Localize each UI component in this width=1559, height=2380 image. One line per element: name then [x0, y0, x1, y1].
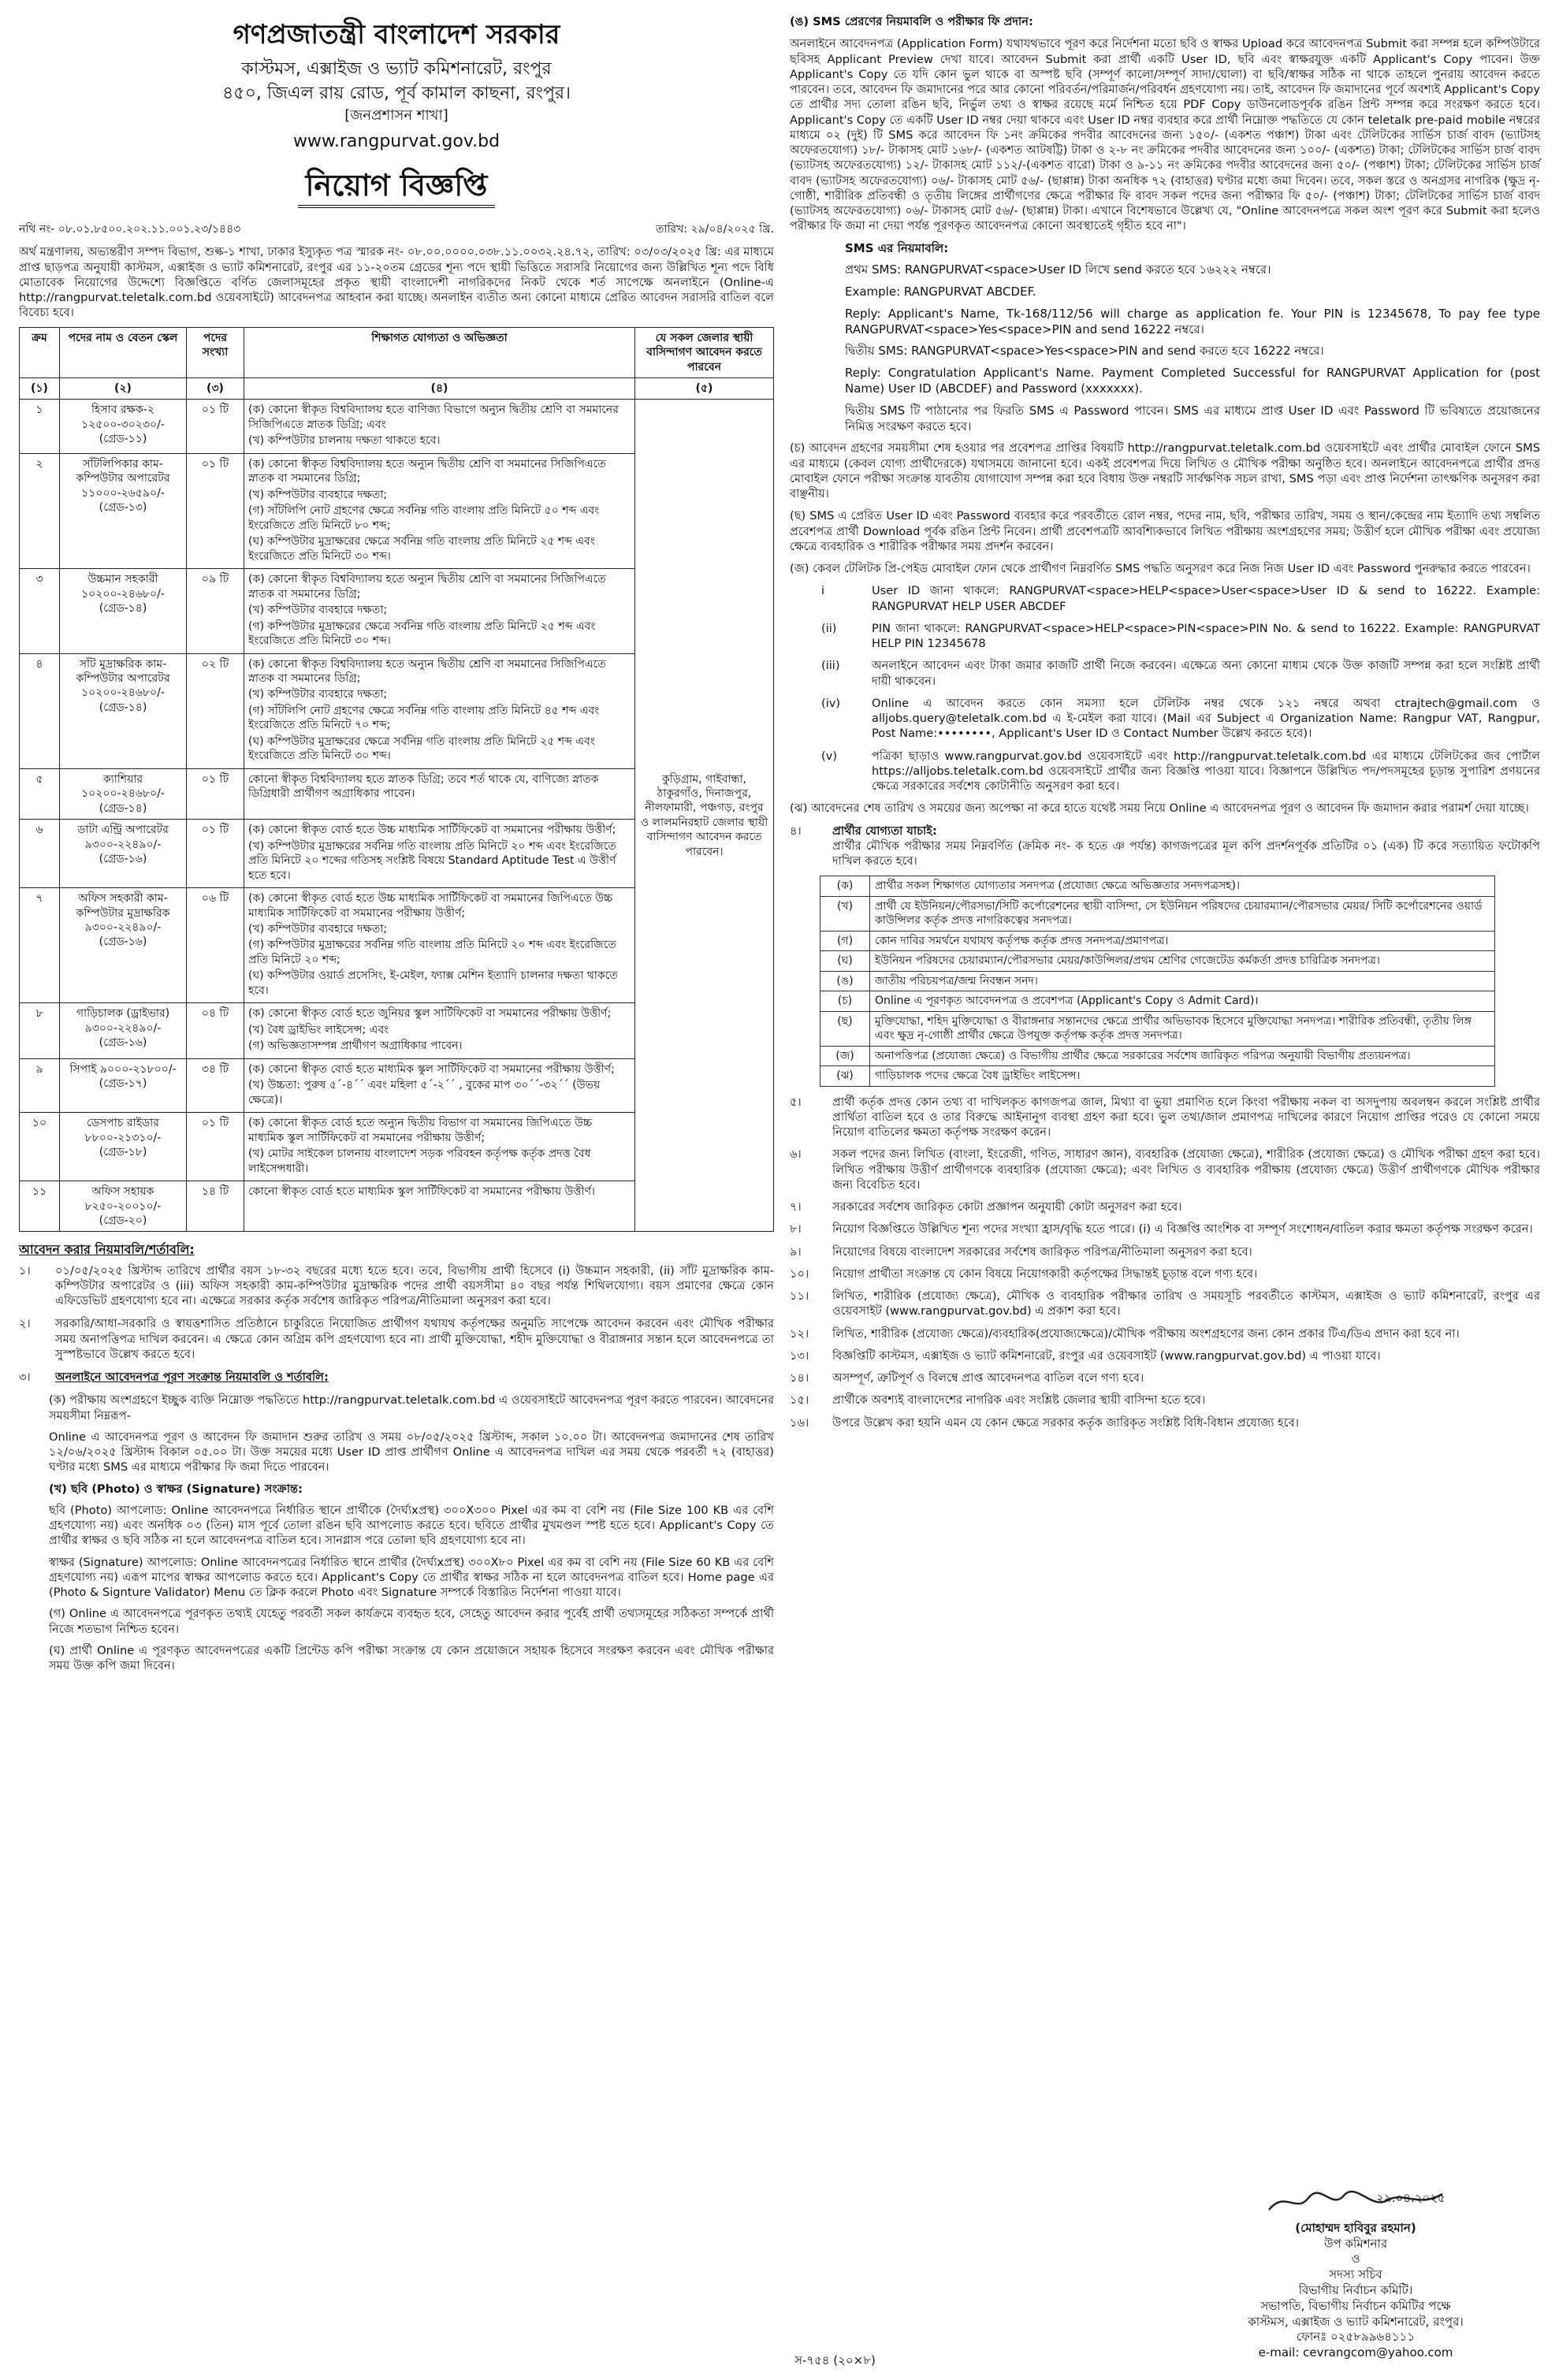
qualification-line: (ক) কোনো স্বীকৃত বোর্ড হতে জুনিয়র স্কুল সার্টিফিকেট বা সমমানের পরীক্ষায় উত্তীর্ণ; [248, 1007, 612, 1021]
item-number: ৭। [790, 1200, 802, 1214]
sms1-reply: Reply: Applicant's Name, Tk-168/112/56 will charge as application fe. Your PIN is 12345678, To pay fee type RANGPURVAT<space>Yes<space>PIN and send 16222 নম্বরে। [845, 306, 1540, 337]
item-text: বিজ্ঞপ্তিটি কাস্টমস, এক্সাইজ ও ভ্যাট কমিশনারেট, রংপুর এর ওয়েবসাইট (www.rangpurvat.gov.bd) এ পাওয়া যাবে। [832, 1348, 1381, 1363]
table-cell: (চ) [820, 991, 870, 1011]
conditions-list [790, 1095, 1540, 1430]
qualification-line: (খ) কম্পিউটার ব্যবহারে দক্ষতা; [248, 923, 388, 935]
qualification-cell [244, 768, 635, 819]
table-row [820, 1046, 1495, 1065]
list-item [821, 621, 1540, 652]
table-cell: (খ) [820, 896, 870, 931]
online-rules [19, 1393, 774, 1673]
left-column [19, 14, 774, 1679]
table-row [820, 951, 1495, 971]
item-number: ১০। [790, 1266, 809, 1281]
table-cell: সিপাই ৯০০০-২১৮০০/- (গ্রেড-১৭) [60, 1058, 187, 1112]
list-item [821, 696, 1540, 742]
qualification-line: (গ) সাঁটলিপি নোট গ্রহণের ক্ষেত্রে সর্বনিম্ন গতি বাংলায় প্রতি মিনিটে ৪৫ শব্দ এবং ইংরেজিতে প্রতি মিনিটে ৭০ শব্দ; [248, 704, 600, 732]
item-text: সরকারি/আধা-সরকারি ও স্বায়ত্তশাসিত প্রতিষ্ঠানে চাকুরিতে নিয়োজিত প্রার্থীগণ যথাযথ কর্তৃপক্ষের অনুমতি সাপেক্ষে আবেদন করবেন এবং মৌখিক পরীক্ষার সময় অনাপত্তিপত্র দাখিল করবেন। এ ক্ষেত্রে কোন অগ্রিম কপি গ্রহণযোগ্য হবে না। প্রার্থী মুক্তিযোদ্ধা, শহীদ মুক্তিযোদ্ধা ও বীরাঙ্গনার সন্তান হলে আবেদনপত্রে তা সুস্পষ্টভাবে উল্লেখ করতে হবে। [55, 1317, 774, 1361]
sms-heading: (ঙ) SMS প্রেরণের নিয়মাবলি ও পরীক্ষার ফি প্রদান: [790, 15, 1033, 28]
qualification-line: (খ) উচ্চতা: পুরুষ ৫´-৪´´ এবং মহিলা ৫´-২´´ , বুকের মাপ ৩০´´-৩২´´ (উভয় ক্ষেত্রে)। [248, 1079, 601, 1106]
right-column [790, 14, 1540, 1437]
item-text [832, 824, 1540, 869]
rules-list [19, 1263, 774, 1385]
item-number: ১। [19, 1263, 31, 1277]
table-cell: ৩৪ টি [187, 1058, 244, 1112]
memo-line [19, 222, 774, 236]
table-cell: (গ) [820, 931, 870, 950]
footer-code: স-৭৫৪ (২০×৮) [794, 2353, 876, 2367]
item-text: লিখিত, শারীরিক (প্রযোজ্য ক্ষেত্রে), মৌখিক ও ব্যবহারিক পরীক্ষার তারিখ ও সময়সূচি পরবর্তীতে কাস্টমস, এক্সাইজ ও ভ্যাট কমিশনারেট, রংপুর এর ওয়েবসাইট (www.rangpurvat.gov.bd) এ প্রকাশ করা হবে। [832, 1289, 1540, 1318]
signer-member: সদস্য সচিব [1329, 2267, 1382, 2282]
memo-date: তারিখ: ২৯/০৪/২০২৫ খ্রি. [655, 222, 774, 236]
qualification-line: (খ) মোটর সাইকেল চালনায় বাংলাদেশ সড়ক পরিবহন কর্তৃপক্ষ কর্তৃক প্রদত্ত বৈধ লাইসেন্সধারী। [248, 1147, 591, 1175]
table-cell: (ছ) [820, 1011, 870, 1046]
sms2-reply: Reply: Congratulation Applicant's Name. Payment Completed Successful for RANGPURVAT Application for (post Name) User ID (ABCDEF) and Password (xxxxxxx). [845, 366, 1540, 396]
branch-name: [জনপ্রশাসন শাখা] [344, 106, 448, 124]
item-number: ১২। [790, 1326, 809, 1341]
item-number: ৩। [19, 1370, 31, 1385]
item-text: সরকারের সর্বশেষ জারিকৃত কোটা প্রজ্ঞাপন অনুযায়ী কোটা অনুসরণ করা হবে। [832, 1200, 1182, 1214]
list-item [790, 1266, 1540, 1281]
memo-number: নথি নং- ০৮.০১.৮৫০০.২০২.১১.০০১.২৩/১৪৪৩ [19, 222, 241, 236]
list-item [790, 1370, 1540, 1385]
table-cell: প্রার্থীর সকল শিক্ষাগত যোগ্যতার সনদপত্র (প্রযোজ্য ক্ষেত্রে অভিজ্ঞতার সনদপত্রসহ)। [870, 876, 1495, 896]
website-link: www.rangpurvat.gov.bd [292, 131, 500, 151]
table-cell: ৫ [20, 768, 60, 819]
item-text: অনলাইনে আবেদন এবং টাকা জমার কাজটি প্রার্থী নিজে করবেন। এক্ষেত্রে অন্য কোনো মাধ্যম থেকে উক্ত কাজটি সম্পন্ন করা হলে সংশ্লিষ্ট প্রার্থী দায়ী থাকবেন। [872, 659, 1540, 688]
qualification-line: (ক) কোনো স্বীকৃত বোর্ড হতে মাধ্যমিক স্কুল সার্টিফিকেট বা সমমানের পরীক্ষায় উত্তীর্ণ; [248, 1062, 615, 1076]
online-rule: ছবি (Photo) আপলোড: Online আবেদনপত্রে নির্ধারিত স্থানে প্রার্থীকে (দৈর্ঘ্যxপ্রস্থ) ৩০০X৩০০ Pixel এর কম বা বেশি নয় (File Size 100 KB এর বেশি গ্রহণযোগ্য নয়) এবং অনধিক ০৩ (তিন) মাস পূর্বে তোলা রঙিন ছবি আপলোড করতে হবে। ছবিতে প্রার্থীর মুখমণ্ডল স্পষ্ট হতে হবে। Applicant's Copy তে প্রার্থীর স্বাক্ষর ও ছবি সঠিক না হলে আবেদনপত্র বাতিল হবে। সানগ্লাস পরে তোলা ছবি গ্রহণযোগ্য হবে না। [49, 1503, 774, 1548]
item-text: লিখিত, শারীরিক (প্রযোজ্য ক্ষেত্রে)/ব্যবহারিক(প্রযোজ্যক্ষেত্রে)/মৌখিক পরীক্ষায় অংশগ্রহণের জন্য কোন প্রকার টিএ/ডিএ প্রদান করা হবে না। [832, 1326, 1460, 1341]
qualification-line: (খ) কম্পিউটার মুদ্রাক্ষরের সর্বনিম্ন গতি বাংলায় প্রতি মিনিটে ২০ শব্দ এবং ইংরেজিতে প্রতি মিনিটে ২০ শব্দের গতিসহ সংশ্লিষ্ট বিষয়ে Standard Aptitude Test এ উত্তীর্ণ হতে হবে। [248, 839, 616, 882]
list-item [790, 1222, 1540, 1236]
list-item [821, 658, 1540, 689]
list-item [821, 749, 1540, 794]
table-cell: ০২ টি [187, 653, 244, 768]
qualification-cell [244, 569, 635, 653]
item-text: নিয়োগের বিষয়ে বাংলাদেশ সরকারের সর্বশেষ জারিকৃত পরিপত্র/নীতিমালা অনুসরণ করা হবে। [832, 1244, 1252, 1259]
qualification-cell [244, 820, 635, 888]
govt-name: গণপ্রজাতন্ত্রী বাংলাদেশ সরকার [233, 19, 560, 50]
item-number: (ii) [821, 621, 837, 635]
item-number: ৮। [790, 1222, 802, 1236]
table-cell: ০১ টি [187, 768, 244, 819]
table-row [820, 1011, 1495, 1046]
col-num: (৩) [187, 378, 244, 400]
qualification-line: (ক) কোনো স্বীকৃত বোর্ড হতে অন্যুন দ্বিতীয় বিভাগ বা সমমানের জিপিএতে উচ্চ মাধ্যমিক স্কুল সার্টিফিকেট বা সমমানের পরীক্ষায় উত্তীর্ণ; [248, 1117, 593, 1144]
table-cell: গাড়িচালক (ড্রাইভার) ৯৩০০-২২৪৯০/- (গ্রেড-১৬) [60, 1003, 187, 1058]
page-title: নিয়োগ বিজ্ঞপ্তি [298, 165, 496, 208]
rule-chh: (ছ) SMS এ প্রেরিত User ID এবং Password ব্যবহার করে পরবর্তীতে রোল নম্বর, পদের নাম, ছবি, পরীক্ষার তারিখ, সময় ও স্থান/কেন্দ্রের নাম ইত্যাদি তথ্য সম্বলিত প্রবেশপত্র প্রার্থী Download পূর্বক রঙিন প্রিন্ট নিবেন। প্রার্থী প্রবেশপত্রটি আবশ্যিকভাবে লিখিত পরীক্ষায় অংশগ্রহণের সময়; উত্তীর্ণ হলে মৌখিক পরীক্ষা এবং প্রযোজ্য ক্ষেত্রে ব্যবহারিক ও শারীরিক পরীক্ষার সময় প্রদর্শন করবেন। [790, 509, 1540, 553]
col-num: (৪) [244, 378, 635, 400]
table-cell: ১ [20, 400, 60, 453]
qualification-line: (গ) কম্পিউটার মুদ্রাক্ষরের ক্ষেত্রে সর্বনিম্ন গতি বাংলায় প্রতি মিনিটে ২৫ শব্দ এবং ইংরেজিতে প্রতি মিনিটে ৩০ শব্দ। [248, 619, 596, 648]
col-serial: ক্রম [20, 327, 60, 377]
item-number: (iii) [821, 659, 840, 673]
item-text: Online এ আবেদন করতে কোন সমস্যা হলে টেলিটক নম্বর থেকে ১২১ নম্বরে অথবা ctrajtech@gmail.com ও alljobs.query@teletalk.com.bd এ ই-মেইল করা যাবে। (Mail এর Subject এ Organization Name: Rangpur VAT, Rangpur, Post Name:••••••••, Applicant's User ID ও Contact Number উল্লেখ করতে হবে)। [872, 696, 1540, 741]
qualification-line: (ক) কোনো স্বীকৃত বোর্ড হতে উচ্চ মাধ্যমিক সার্টিফিকেট বা সমমানের জিপিএতে উচ্চ মাধ্যমিক সার্টিফিকেট বা সমমানের পরীক্ষায় উত্তীর্ণ; [248, 892, 613, 920]
sms-label: SMS এর নিয়মাবলি: [845, 240, 949, 255]
qualification-line: (খ) বৈধ ড্রাইভিং লাইসেন্স; এবং [248, 1023, 389, 1036]
documents-table [820, 876, 1495, 1086]
col-num: (২) [60, 378, 187, 400]
item-text: প্রার্থীকে অবশ্যই বাংলাদেশের নাগরিক এবং সংশ্লিষ্ট জেলার স্থায়ী বাসিন্দা হতে হবে। [832, 1393, 1206, 1408]
item-number: ৬। [790, 1147, 802, 1162]
col-qualification: শিক্ষাগত যোগ্যতা ও অভিজ্ঞতা [244, 327, 635, 377]
item-text: নিয়োগ প্রার্থীতা সংক্রান্ত যে কোন বিষয়ে নিয়োগকারী কর্তৃপক্ষের সিদ্ধান্তই চূড়ান্ত বলে গণ্য হবে। [832, 1266, 1258, 1281]
table-cell: (ঝ) [820, 1066, 870, 1086]
list-item [790, 1415, 1540, 1430]
districts-cell: কুড়িগ্রাম, গাইবান্ধা, ঠাকুরগাঁও, দিনাজপুর, নীলফামারী, পঞ্চগড়, রংপুর ও লালমনিরহাট জেলার স্থায়ী বাসিন্দাগণ আবেদন করতে পারবেন। [635, 400, 774, 1232]
item-text: নিয়োগ বিজ্ঞপ্তিতে উল্লিখিত শূন্য পদের সংখ্যা হ্রাস/বৃদ্ধি হতে পারে। (i) এ বিজ্ঞপ্তি আংশিক বা সম্পূর্ণ সংশোধন/বাতিল করার ক্ষমতা কর্তৃপক্ষ সংরক্ষণ করেন। [832, 1222, 1533, 1236]
table-cell: সাঁট মুদ্রাক্ষরিক কাম-কম্পিউটার অপারেটর ১০২০০-২৪৬৮০/- (গ্রেড-১৪) [60, 653, 187, 768]
online-rule: Online এ আবেদনপত্র পূরণ ও আবেদন ফি জমাদান শুরুর তারিখ ও সময় ০৮/০৫/২০২৫ খ্রিস্টাব্দ, সকাল ১০.০০ টা। আবেদনপত্র জমাদানের শেষ তারিখ ১২/০৬/২০২৫ খ্রিস্টাব্দ বিকাল ০৫.০০ টা। উক্ত সময়ের মধ্যে User ID প্রাপ্ত প্রার্থীগণ Online এ আবেদনপত্র দাখিল এর সময় থেকে পরবর্তী ৭২ (বাহাত্তর) ঘণ্টার মধ্যে SMS এর মাধ্যমে পরীক্ষার ফি জমা দিতে পারবেন। [49, 1430, 774, 1474]
list-item [790, 1199, 1540, 1214]
table-cell: (ঘ) [820, 951, 870, 971]
item-text: প্রার্থী কর্তৃক প্রদত্ত কোন তথ্য বা দাখিলকৃত কাগজপত্র জাল, মিথ্যা বা ভুয়া প্রমাণিত হলে কিংবা পরীক্ষায় নকল বা অসদুপায় অবলম্বন করলে সংশ্লিষ্ট প্রার্থীর প্রার্থিতা বাতিল হবে ও তার বিরুদ্ধে আইনানুগ ব্যবস্থা গ্রহণ করা হবে। ভুল তথ্য/জাল প্রমাণপত্র দাখিলের কারণে নিয়োগ প্রাপ্তির পরেও যে কোনো সময়ে নিয়োগ বাতিলের ক্ষমতা কর্তৃপক্ষ সংরক্ষণ করেন। [832, 1095, 1540, 1140]
table-cell: Online এ পূরণকৃত আবেদনপত্র ও প্রবেশপত্র (Applicant's Copy ও Admit Card)। [870, 991, 1495, 1011]
qualification-line: (খ) কম্পিউটার ব্যবহারে দক্ষতা; [248, 604, 388, 617]
table-row [820, 896, 1495, 931]
item-number: ৪। [790, 824, 802, 838]
table-cell: জাতীয় পরিচয়পত্র/জন্ম নিবন্ধন সনদ। [870, 971, 1495, 991]
qualification-line: কোনো স্বীকৃত বিশ্ববিদ্যালয় হতে স্নাতক ডিগ্রি; তবে শর্ত থাকে যে, বাণিজ্যে স্নাতক ডিগ্রিধারী প্রার্থীগণ অগ্রাধিকার পাবেন। [248, 772, 599, 801]
table-cell: ইউনিয়ন পরিষদের চেয়ারম্যান/পৌরসভার মেয়র/কাউন্সিলর/প্রথম শ্রেণির গেজেটেড কর্মকর্তা প্রদত্ত চারিত্রিক সনদপত্র। [870, 951, 1495, 971]
qualification-line: (খ) কম্পিউটার ব্যবহারে দক্ষতা; [248, 688, 388, 701]
table-row [820, 991, 1495, 1011]
list-item [821, 583, 1540, 614]
qualification-line: (ঘ) কম্পিউটার ওয়ার্ড প্রসেসিং, ই-মেইল, ফ্যাক্স মেশিন ইত্যাদি চালনার দক্ষতা থাকতে হবে। [248, 969, 618, 997]
qualification-cell [244, 400, 635, 453]
qualification-line: (খ) কম্পিউটার চালনায় দক্ষতা থাকতে হবে। [248, 434, 441, 448]
list-item [790, 1289, 1540, 1319]
table-cell: হিসাব রক্ষক-২ ১২৫০০-৩০২৩০/- (গ্রেড-১১) [60, 400, 187, 453]
table-header-row [20, 327, 774, 377]
qualification-cell [244, 1058, 635, 1112]
item-text: পত্রিকা ছাড়াও www.rangpurvat.gov.bd ওয়েবসাইটে এবং http://rangpurvat.teletalk.com.bd এর মাধ্যমে টেলিটকের জব পোর্টাল https://alljobs.teletalk.com.bd ওয়েবসাইটে প্রার্থীর জন্য বিজ্ঞপ্তি পাওয়া যাবে। বিজ্ঞাপনে উল্লিখিত পদ/পদসমূহের চূড়ান্ত সুপারিশ প্রণয়নের ক্ষেত্রে সরকারের সর্বশেষ কোটানীতি অনুসরণ করা হবে। [872, 749, 1540, 794]
item-text: PIN জানা থাকলে: RANGPURVAT<space>HELP<space>PIN<space>PIN No. & send to 16222. Example: RANGPURVAT HELP PIN 12345678 [872, 621, 1540, 651]
sign-date: ২৯.০৪.২০২৫ [1376, 2191, 1446, 2205]
online-rule: (ঘ) প্রার্থী Online এ পূরণকৃত আবেদনপত্রের একটি প্রিন্টেড কপি পরীক্ষা সংক্রান্ত যে কোন প্রয়োজনে সহায়ক হিসেবে সংরক্ষণ করবেন এবং মৌখিক পরীক্ষার সময় উক্ত কপি জমা দিবেন। [49, 1643, 774, 1673]
table-row [820, 971, 1495, 991]
col-count: পদের সংখ্যা [187, 327, 244, 377]
table-cell: ৩ [20, 569, 60, 653]
item-text: অনলাইনে আবেদনপত্র পূরণ সংক্রান্ত নিয়মাবলি ও শর্তাবলি: [55, 1370, 329, 1385]
qualification-line: (ক) কোনো স্বীকৃত বিশ্ববিদ্যালয় হতে বাণিজ্য বিভাগে অন্যুন দ্বিতীয় শ্রেণি বা সমমানের সিজিপিএতে স্নাতক ডিগ্রি; এবং [248, 403, 619, 431]
item-number: ২। [19, 1317, 31, 1331]
qualification-line: (ঘ) কম্পিউটার মুদ্রাক্ষরের ক্ষেত্রে সর্বনিম্ন গতি বাংলায় প্রতি মিনিটে ২৫ শব্দ এবং ইংরেজিতে প্রতি মিনিটে ৩০ শব্দ। [248, 535, 595, 563]
list-item [790, 1095, 1540, 1140]
item-number: ১৪। [790, 1371, 809, 1385]
list-item [790, 824, 1540, 869]
on-behalf: সভাপতি, বিভাগীয় নির্বাচন কমিটির পক্ষে [1260, 2298, 1451, 2313]
item-number: (v) [821, 749, 838, 763]
table-cell: ০১ টি [187, 453, 244, 568]
table-cell: ১১ [20, 1181, 60, 1232]
sms1-title: প্রথম SMS: RANGPURVAT<space>User ID লিখে send করতে হবে ১৬২২২ নম্বরে। [845, 262, 1271, 277]
table-cell: ১৪ টি [187, 1181, 244, 1232]
list-item [19, 1316, 774, 1362]
qualification-line: (ক) কোনো স্বীকৃত বোর্ড হতে উচ্চ মাধ্যমিক সার্টিফিকেট বা সমমানের পরীক্ষায় উত্তীর্ণ; [248, 824, 616, 837]
sms1-example: Example: RANGPURVAT ABCDEF. [845, 284, 1036, 299]
qualification-line: (গ) কম্পিউটার মুদ্রাক্ষরের সর্বনিম্ন গতি বাংলায় প্রতি মিনিটে ২০ শব্দ এবং ইংরেজিতে প্রতি মিনিটে ২০ শব্দ; [248, 939, 616, 966]
table-cell: ৪ [20, 653, 60, 768]
table-row [20, 400, 774, 453]
col-post: পদের নাম ও বেতন স্কেল [60, 327, 187, 377]
online-rule: (ক) পরীক্ষায় অংশগ্রহণে ইচ্ছুক ব্যক্তি নিম্নোক্ত পদ্ধতিতে http://rangpurvat.teletalk.com.bd এ ওয়েবসাইটে আবেদনপত্র পূরণ করতে পারবেন। আবেদনের সময়সীমা নিম্নরূপ- [49, 1393, 774, 1422]
qualification-cell [244, 1181, 635, 1232]
table-cell: ০৪ টি [187, 1003, 244, 1058]
qualification-cell [244, 653, 635, 768]
table-number-row [20, 378, 774, 400]
col-num: (৫) [635, 378, 774, 400]
online-rule: স্বাক্ষর (Signature) আপলোড: Online আবেদনপত্রের নির্ধারিত স্থানে প্রার্থীর (দৈর্ঘ্যxপ্রস্থ) ৩০০X৮০ Pixel এর কম বা বেশি নয় (File Size 60 KB এর বেশি গ্রহণযোগ্য নয়) এরূপ মাপের স্বাক্ষর আপলোড করতে হবে। Applicant's Copy তে প্রার্থীর স্বাক্ষর সঠিক না হলে আবেদনপত্র বাতিল হবে। Home page এর (Photo & Signture Validator) Menu তে ক্লিক করলে Photo এবং Signature সম্পর্কে বিস্তারিত নির্দেশনা পাওয়া যাবে। [49, 1555, 774, 1600]
table-cell: মুক্তিযোদ্ধা, শহিদ মুক্তিযোদ্ধা ও বীরাঙ্গনার সন্তানদের ক্ষেত্রে প্রার্থীর অভিভাবক হিসেবে মুক্তিযোদ্ধা সনদপত্র। শারীরিক প্রতিবন্ধী, তৃতীয় লিঙ্গ এবং ক্ষুদ্র নৃ-গোষ্ঠী প্রার্থীর ক্ষেত্রে উপযুক্ত কর্তৃপক্ষ কর্তৃক প্রদত্ত সনদপত্র। [870, 1011, 1495, 1046]
col-districts: যে সকল জেলার স্থায়ী বাসিন্দাগণ আবেদন করতে পারবেন [635, 327, 774, 377]
recover-list [821, 583, 1540, 794]
qualification-cell [244, 888, 635, 1003]
signer-committee: বিভাগীয় নির্বাচন কমিটি। [1298, 2282, 1413, 2297]
signature-block [1166, 2186, 1545, 2361]
verify-body: প্রার্থীর মৌখিক পরীক্ষার সময় নিম্নবর্ণিত (ক্রমিক নং- ক হতে ঞ পর্যন্ত) কাগজপত্রের মূল কপি প্রদর্শনপূর্বক প্রতিটির ০১ (এক) টি করে সত্যায়িত ফটোকপি দাখিল করতে হবে। [832, 839, 1540, 868]
qualification-line: (ক) কোনো স্বীকৃত বিশ্ববিদ্যালয় হতে অন্যুন দ্বিতীয় শ্রেণি বা সমমানের সিজিপিএতে স্নাতক বা সমমানের ডিগ্রি; [248, 573, 606, 601]
table-cell: ০৯ টি [187, 569, 244, 653]
qualification-line: (গ) অভিজ্ঞতাসম্পন্ন প্রার্থীগণ অগ্রাধিকার পাবেন। [248, 1039, 463, 1053]
item-text: User ID জানা থাকলে: RANGPURVAT<space>HELP<space>User<space>User ID & send to 16222. Example: RANGPURVAT HELP USER ABCDEF [872, 584, 1540, 613]
table-cell: অফিস সহকারী কাম- কম্পিউটার মুদ্রাক্ষরিক ৯৩০০-২২৪৯০/- (গ্রেড-১৬) [60, 888, 187, 1003]
sign-office: কাস্টমস, এক্সাইজ ও ভ্যাট কমিশনারেট, রংপুর। [1248, 2314, 1464, 2329]
qualification-line: কোনো স্বীকৃত বোর্ড হতে মাধ্যমিক স্কুল সার্টিফিকেট বা সমমানের পরীক্ষায় উত্তীর্ণ। [248, 1185, 595, 1199]
item-text: ০১/০৫/২০২৫ খ্রিস্টাব্দ তারিখে প্রার্থীর বয়স ১৮-৩২ বছরের মধ্যে হতে হবে। তবে, বিভাগীয় প্রার্থী হিসেবে (i) উচ্চমান সহকারী, (ii) সাঁট মুদ্রাক্ষরিক কাম-কম্পিউটার অপারেটর ও (iii) অফিস সহকারী কাম-কম্পিউটার মুদ্রাক্ষরিক পদের প্রার্থী বয়সসীমা ৪০ বছর পর্যন্ত শিথিলযোগ্য। বয়স প্রমাণের ক্ষেত্রে কোন এফিডেভিট গ্রহণযোগ্য হবে না। এক্ষেত্রে সরকার কর্তৃক সর্বশেষ জারিকৃত পরিপত্র/নীতিমালা অনুসরণ করা হবে। [55, 1263, 774, 1308]
signer-and: ও [1351, 2252, 1360, 2267]
table-cell: উচ্চমান সহকারী ১০২০০-২৪৬৮০/- (গ্রেড-১৪) [60, 569, 187, 653]
item-number: ৯। [790, 1244, 802, 1259]
qualification-line: (ঘ) কম্পিউটার মুদ্রাক্ষরের ক্ষেত্রে সর্বনিম্ন গতি বাংলায় প্রতি মিনিটে ২৫ শব্দ এবং ইংরেজিতে প্রতি মিনিটে ৩০ শব্দ। [248, 734, 595, 763]
item-number: ৫। [790, 1095, 802, 1109]
item-number: (iv) [821, 696, 841, 710]
table-cell: ০৬ টি [187, 888, 244, 1003]
qualification-line: (খ) কম্পিউটার ব্যবহারে দক্ষতা; [248, 488, 388, 501]
table-cell: (জ) [820, 1046, 870, 1065]
item-number: ১৫। [790, 1393, 809, 1408]
online-rule: (খ) ছবি (Photo) ও স্বাক্ষর (Signature) সংক্রান্ত: [49, 1482, 303, 1496]
col-num: (১) [20, 378, 60, 400]
list-item [790, 1244, 1540, 1259]
rule-jha: (ঝ) আবেদনের শেষ তারিখ ও সময়ের জন্য অপেক্ষা না করে হাতে যথেষ্ট সময় নিয়ে Online এ আবেদনপত্র পূরণ ও আবেদন ফি জমাদান করার পরামর্শ দেয়া যাচ্ছে। [790, 801, 1529, 816]
item-number: ১১। [790, 1289, 809, 1303]
office-name: কাস্টমস, এক্সাইজ ও ভ্যাট কমিশনারেট, রংপুর [241, 58, 552, 79]
qualification-line: (ক) কোনো স্বীকৃত বিশ্ববিদ্যালয় হতে অন্যুন দ্বিতীয় শ্রেণি বা সমমানের সিজিপিএতে স্নাতক বা সমমানের ডিগ্রি; [248, 657, 606, 685]
online-rule: (গ) Online এ আবেদনপত্রে পূরণকৃত তথ্যই যেহেতু পরবর্তী সকল কার্যক্রমে ব্যবহৃত হবে, সেহেতু আবেদন করার পূর্বেই প্রার্থী তথ্যসমূহের সঠিকতা সম্পর্কে প্রার্থী নিজে শতভাগ নিশ্চিত হবেন। [49, 1607, 774, 1636]
office-address: ৪৫০, জিএল রায় রোড, পূর্ব কামাল কাছনা, রংপুর। [222, 83, 571, 103]
item-number: ১৬। [790, 1415, 809, 1430]
verify-heading: প্রার্থীর যোগ্যতা যাচাই: [832, 824, 937, 838]
table-cell: অনাপত্তিপত্র (প্রযোজ্য ক্ষেত্রে) ও বিভাগীয় প্রার্থীর ক্ষেত্রে সরকারের সর্বশেষ জারিকৃত পরিপত্র অনুযায়ী বিভাগীয় প্রত্যয়নপত্র। [870, 1046, 1495, 1065]
list-item [19, 1263, 774, 1309]
qualification-line: (গ) সাঁটলিপি নোট গ্রহণের ক্ষেত্রে সর্বনিম্ন গতি বাংলায় প্রতি মিনিটে ৫০ শব্দ এবং ইংরেজিতে প্রতি মিনিটে ৮০ শব্দ; [248, 504, 600, 532]
table-cell: ৮ [20, 1003, 60, 1058]
table-cell: ৬ [20, 820, 60, 888]
list-item [790, 1147, 1540, 1192]
qualification-cell [244, 1113, 635, 1181]
table-cell: ১০ [20, 1113, 60, 1181]
table-cell: সাঁটলিপিকার কাম-কম্পিউটার অপারেটর ১১০০০-২৬৫৯০/- (গ্রেড-১৩) [60, 453, 187, 568]
table-row [820, 931, 1495, 950]
table-cell: ৭ [20, 888, 60, 1003]
item-text: উপরে উল্লেখ করা হয়নি এমন যে কোন ক্ষেত্রে সরকার কর্তৃক জারিকৃত সংশ্লিষ্ট বিধি-বিধান প্রযোজ্য হবে। [832, 1415, 1300, 1430]
table-cell: ০১ টি [187, 400, 244, 453]
item-number: i [821, 584, 825, 598]
qualification-cell [244, 453, 635, 568]
item-text: সকল পদের জন্য লিখিত (বাংলা, ইংরেজী, গণিত, সাধারণ জ্ঞান), ব্যবহারিক (প্রযোজ্য ক্ষেত্রে), শারীরিক (প্রযোজ্য ক্ষেত্রে) ও মৌখিক পরীক্ষা গ্রহণ করা হবে। লিখিত পরীক্ষায় উত্তীর্ণ প্রার্থীগণকে ব্যবহারিক (প্রযোজ্য ক্ষেত্রে); এবং লিখিত ও ব্যবহারিক পরীক্ষায় (প্রযোজ্য ক্ষেত্রে) উত্তীর্ণ প্রার্থীগণকে মৌখিক পরীক্ষার জন্য বিবেচিত হবে। [832, 1147, 1540, 1192]
sms-after: দ্বিতীয় SMS টি পাঠানোর পর ফিরতি SMS এ Password পাবেন। SMS এর মাধ্যমে প্রাপ্ত User ID এবং Password টি ভবিষ্যতে প্রয়োজনের নিমিত্ত সংরক্ষণ করতে হবে। [845, 403, 1540, 433]
list-item [790, 1348, 1540, 1363]
sms-intro: অনলাইনে আবেদনপত্র (Application Form) যথাযথভাবে পূরণ করে নির্দেশনা মতো ছবি ও স্বাক্ষর Upload করে আবেদনপত্র Submit করা সম্পন্ন হলে কম্পিউটারে ছবিসহ Applicant Preview দেখা যাবে। আবেদন Submit করা প্রার্থী একটি User ID, ছবি এবং স্বাক্ষরযুক্ত একটি Applicant's Copy পাবেন। উক্ত Applicant's Copy তে যদি কোন ভুল থাকে বা অস্পষ্ট ছবি (সম্পূর্ণ কালো/সম্পূর্ণ সাদা/ঘোলা) বা ছবি/স্বাক্ষর সঠিক না থাকে তাহলে পুনরায় আবেদন করতে পারবেন। তবে, আবেদন ফি জমাদানের পরে আর কোনো পরিবর্তন/পরিমার্জন/পরিবর্ধন গ্রহণযোগ্য নয়। তাই, আবেদন ফি জমাদানের পূর্বে অবশ্যই Applicant's Copy তে প্রার্থীর সদ্য তোলা রঙিন ছবি, নির্ভুল তথ্য ও স্বাক্ষর রয়েছে মর্মে নিশ্চিত হয়ে PDF Copy ডাউনলোডপূর্বক রঙিন প্রিন্ট সম্পন্ন করে সংরক্ষণ করতে হবে। Applicant's Copy তে একটি User ID নম্বর দেয়া থাকবে এবং User ID নম্বর ব্যবহার করে প্রার্থী নিম্নোক্ত পদ্ধতিতে যে কোন teletalk pre-paid mobile নম্বরের মাধ্যমে ০২ (দুই) টি SMS করে আবেদন ফি ১নং ক্রমিকের পদবীর আবেদনের জন্য ১৫০/- (একশত পঞ্চাশ) টাকা এবং টেলিটকের সার্ভিস চার্জ বাবদ (ভ্যাটসহ অফেরতযোগ্য) ১৮/- টাকাসহ মোট ১৬৮/- (একশত আটষট্টি) টাকা ও ২-৮ নং ক্রমিকের পদবীর আবেদনের জন্য ১০০/- (একশত) টাকা; টেলিটকের সার্ভিস চার্জ বাবদ (ভ্যাটসহ অফেরতযোগ্য) ১২/- টাকাসহ মোট ১১২/-(একশত বারো) টাকা ও ৯-১১ নং ক্রমিকের পদবীর আবেদনের জন্য ৫০/- (পঞ্চাশ) টাকা; টেলিটকের সার্ভিস চার্জ বাবদ (ভ্যাটসহ অফেরতযোগ্য) ০৬/- টাকাসহ মোট ৫৬/- (ছাপ্পান্ন) টাকা অনধিক ৭২ (বাহাত্তর) ঘণ্টার মধ্যে জমা দিবেন। তবে, সকল স্তরে ও অনগ্রসর নাগরিক (ক্ষুদ্র নৃ-গোষ্ঠী, শারীরিক প্রতিবন্ধী ও তৃতীয় লিঙ্গের প্রার্থীগণের ক্ষেত্রে পরীক্ষার ফি বাবদ সকল পদের জন্য পরীক্ষার ফি ৫০/- (পঞ্চাশ) টাকা; টেলিটকের সার্ভিস চার্জ বাবদ (ভ্যাটসহ অফেরতযোগ্য) ০৬/- টাকাসহ মোট ৫৬/- (ছাপ্পান্ন) টাকা। এখানে বিশেষভাবে উল্লেখ্য যে, "Online আবেদনপত্রে সকল অংশ পূরণ করে Submit করা হলেও পরীক্ষার ফি জমা না দেয়া পর্যন্ত পূরণকৃত আবেদনপত্র কোনো অবস্থাতেই গৃহীত হবে না"। [790, 37, 1540, 233]
table-cell: ক্যাশিয়ার ১০২০০-২৪৬৮০/- (গ্রেড-১৪) [60, 768, 187, 819]
table-cell: ডেসপাচ রাইডার ৮৮০০-২১৩১০/- (গ্রেড-১৮) [60, 1113, 187, 1181]
rule-jh: (জ) কেবল টেলিটক প্রি-পেইড মোবাইল ফোন থেকে প্রার্থীগণ নিম্নবর্ণিত SMS পদ্ধতি অনুসরণ করে নিজ নিজ User ID এবং Password পুনরুদ্ধার করতে পারবেন। [790, 562, 1531, 576]
rule-ch: (চ) আবেদন গ্রহণের সময়সীমা শেষ হওয়ার পর প্রবেশপত্র প্রাপ্তির বিষয়টি http://rangpurvat.teletalk.com.bd ওয়েবসাইটে এবং প্রার্থীর মোবাইল ফোনে SMS এর মাধ্যমে (কেবল যোগ্য প্রার্থীদেরকে) যথাসময়ে জানানো হবে। একই প্রবেশপত্র দিয়ে লিখিত ও মৌখিক পরীক্ষা অনুষ্ঠিত হবে। অনলাইনে আবেদনপত্রে প্রার্থীর প্রদত্ত মোবাইল ফোনে পরীক্ষা সংক্রান্ত যাবতীয় যোগাযোগ সম্পন্ন করা হবে বিধায় উক্ত নম্বরটি সার্বক্ষণিক সচল রাখা, SMS পড়া এবং প্রাপ্ত নির্দেশনা তাৎক্ষণিক অনুসরণ করা বাঞ্ছনীয়। [790, 441, 1540, 501]
table-cell: প্রার্থী যে ইউনিয়ন/পৌরসভা/সিটি কর্পোরেশনের স্থায়ী বাসিন্দা, সে ইউনিয়ন পরিষদের চেয়ারম্যান/পৌরসভার মেয়র/ সিটি কর্পোরেশনের ওয়ার্ড কাউন্সিলর কর্তৃক প্রদত্ত নাগরিকত্বের সনদপত্র। [870, 896, 1495, 931]
table-row [820, 876, 1495, 896]
list-item [19, 1370, 774, 1385]
table-row [820, 1066, 1495, 1086]
table-cell: ০১ টি [187, 1113, 244, 1181]
rules-heading: আবেদন করার নিয়মাবলি/শর্তাবলি: [19, 1242, 195, 1258]
list-item [790, 1393, 1540, 1408]
sign-email: e-mail: cevrangcom@yahoo.com [1258, 2345, 1453, 2360]
qualification-line: (ক) কোনো স্বীকৃত বিশ্ববিদ্যালয় হতে অন্যুন দ্বিতীয় শ্রেণি বা সমমানের সিজিপিএতে স্নাতক বা সমমানের ডিগ্রি; [248, 457, 606, 485]
table-cell: ০১ টি [187, 820, 244, 888]
table-cell: (ঙ) [820, 971, 870, 991]
intro-paragraph: অর্থ মন্ত্রণালয়, অভ্যন্তরীণ সম্পদ বিভাগ, শুল্ক-১ শাখা, ঢাকার ইস্যুকৃত পত্র স্মারক নং- ০৮.০০.০০০০.০৩৮.১১.০০৩২.২৪.৭২, তারিখ: ০৩/০৩/২০২৫ খ্রি: এর মাধ্যমে প্রাপ্ত ছাড়পত্র অনুযায়ী কাস্টমস, এক্সাইজ ও ভ্যাট কমিশনারেট, রংপুর এর ১১-২০তম গ্রেডের শূন্য পদে স্থায়ী ভিত্তিতে সরাসরি নিয়োগের জন্য উল্লিখিত শূন্য পদে বিধি মোতাবেক নিয়োগের উদ্দেশ্যে বিজ্ঞপ্তিতে বর্ণিত জেলাসমূহের প্রকৃত স্থায়ী বাংলাদেশী নাগরিকদের নিকট থেকে শর্ত সাপেক্ষে অনলাইনে (Online-এ http://rangpurvat.teletalk.com.bd ওয়েবসাইটে) আবেদনপত্র আহবান করা যাচ্ছে। অনলাইন ব্যতীত অন্য কোনো মাধ্যমে প্রেরিত আবেদন সরাসরি বাতিল বলে বিবেচ্য হবে। [19, 245, 774, 320]
signer-title: উপ কমিশনার [1323, 2236, 1388, 2251]
sms2-title: দ্বিতীয় SMS: RANGPURVAT<space>Yes<space>PIN and send করতে হবে 16222 নম্বরে। [845, 344, 1324, 359]
table-cell: ২ [20, 453, 60, 568]
table-cell: ৯ [20, 1058, 60, 1112]
table-cell: গাড়িচালক পদের ক্ষেত্রে বৈধ ড্রাইভিং লাইসেন্স। [870, 1066, 1495, 1086]
table-cell: অফিস সহায়ক ৮২৫০-২০০১০/- (গ্রেড-২০) [60, 1181, 187, 1232]
table-cell: ডাটা এন্ট্রি অপারেটর ৯৩০০-২২৪৯০/- (গ্রেড-১৬) [60, 820, 187, 888]
signer-name: (মোহাম্মদ হাবিবুর রহমান) [1295, 2220, 1416, 2235]
table-cell: কোন দাবির সমর্থনে যথাযথ কর্তৃপক্ষ কর্তৃক প্রদত্ত সনদপত্র/প্রমাণপত্র। [870, 931, 1495, 950]
table-cell: (ক) [820, 876, 870, 896]
sign-phone: ফোনঃ ০২৫৮৯৯৬৪১১১ [1296, 2330, 1416, 2345]
list-item [790, 1326, 1540, 1341]
item-text: অসম্পূর্ণ, ত্রুটিপূর্ণ ও বিলম্বে প্রাপ্ত আবেদনপত্র বাতিল বলে গণ্য হবে। [832, 1371, 1144, 1385]
item-number: ১৩। [790, 1348, 809, 1363]
posts-table [19, 327, 774, 1233]
letterhead [19, 17, 774, 216]
qualification-cell [244, 1003, 635, 1058]
